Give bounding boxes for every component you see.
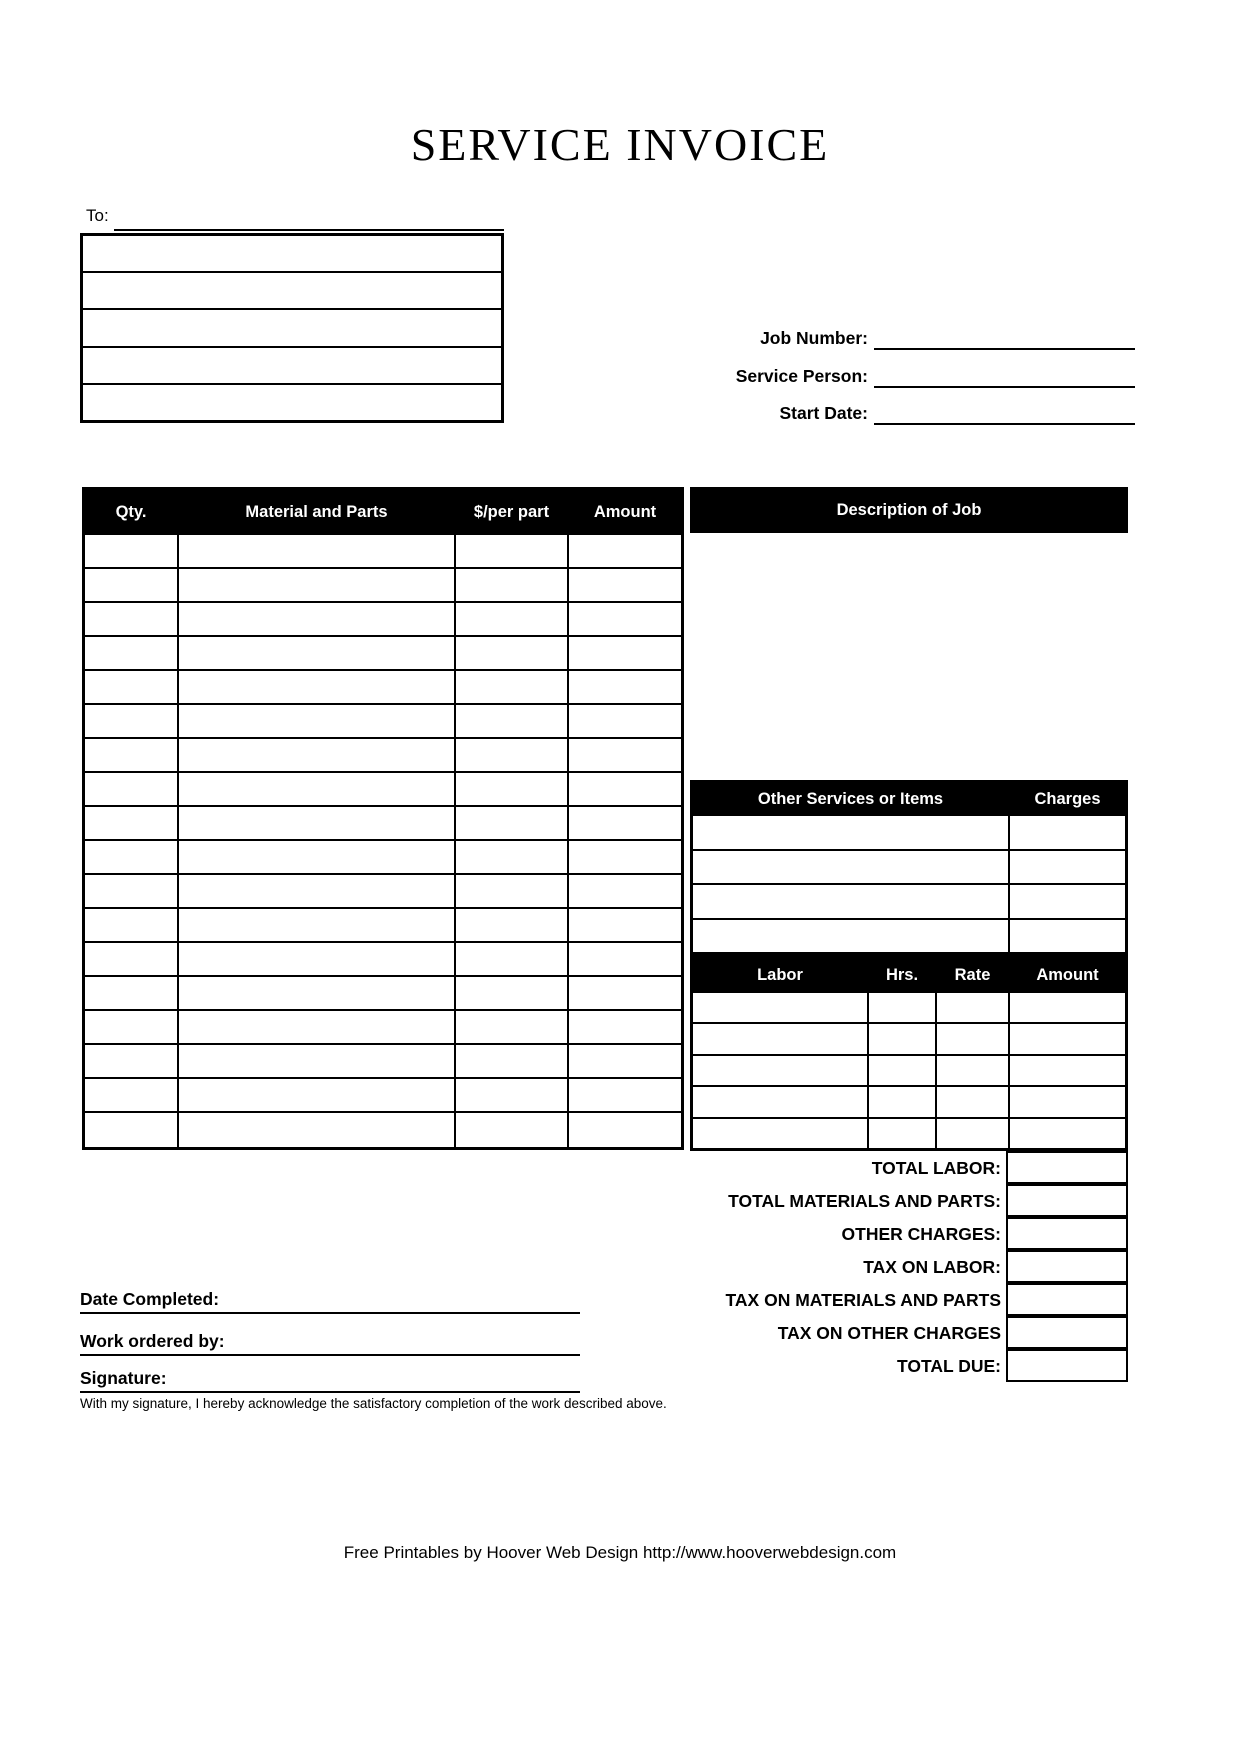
labor-header: Labor xyxy=(693,966,869,985)
tax-on-other-charges-box[interactable] xyxy=(1006,1316,1128,1349)
qty-cell[interactable] xyxy=(85,535,179,567)
labor-amount-cell[interactable] xyxy=(1010,1024,1125,1053)
amount-cell[interactable] xyxy=(569,909,681,941)
tax-on-labor-row xyxy=(600,1251,1128,1284)
materials-row xyxy=(85,977,681,1011)
address-row[interactable] xyxy=(83,385,501,420)
address-row[interactable] xyxy=(83,310,501,347)
material-parts-cell[interactable] xyxy=(179,739,456,771)
per-part-cell[interactable] xyxy=(456,569,569,601)
other-charges-label: OTHER CHARGES: xyxy=(841,1224,1001,1244)
labor-table-header xyxy=(693,958,1125,993)
labor-cell[interactable] xyxy=(693,1119,869,1148)
qty-cell[interactable] xyxy=(85,1045,179,1077)
labor-amount-cell[interactable] xyxy=(1010,993,1125,1022)
date-completed-field[interactable] xyxy=(80,1284,580,1314)
materials-row xyxy=(85,1113,681,1147)
charge-cell[interactable] xyxy=(1010,920,1125,953)
other-service-cell[interactable] xyxy=(693,816,1010,849)
address-box xyxy=(80,233,504,423)
charge-cell[interactable] xyxy=(1010,851,1125,884)
per-part-cell[interactable] xyxy=(456,671,569,703)
address-row[interactable] xyxy=(83,273,501,310)
hrs-header: Hrs. xyxy=(869,966,937,985)
qty-cell[interactable] xyxy=(85,1113,179,1147)
total-materials-row xyxy=(600,1185,1128,1218)
material-parts-cell[interactable] xyxy=(179,875,456,907)
per-part-cell[interactable] xyxy=(456,909,569,941)
amount-cell[interactable] xyxy=(569,773,681,805)
materials-row xyxy=(85,569,681,603)
tax-on-labor-label: TAX ON LABOR: xyxy=(863,1257,1001,1277)
qty-cell[interactable] xyxy=(85,875,179,907)
rate-header: Rate xyxy=(937,966,1010,985)
signature-field[interactable] xyxy=(80,1363,580,1393)
total-labor-box[interactable] xyxy=(1006,1151,1128,1184)
charge-cell[interactable] xyxy=(1010,816,1125,849)
amount-cell[interactable] xyxy=(569,705,681,737)
material-parts-cell[interactable] xyxy=(179,1079,456,1111)
material-parts-cell[interactable] xyxy=(179,773,456,805)
per-part-cell[interactable] xyxy=(456,603,569,635)
other-services-body xyxy=(693,816,1125,952)
materials-row xyxy=(85,671,681,705)
other-services-row xyxy=(693,816,1125,851)
amount-cell[interactable] xyxy=(569,1079,681,1111)
per-part-cell[interactable] xyxy=(456,875,569,907)
per-part-cell[interactable] xyxy=(456,773,569,805)
material-parts-cell[interactable] xyxy=(179,807,456,839)
qty-cell[interactable] xyxy=(85,773,179,805)
total-due-row xyxy=(600,1350,1128,1383)
job-number-input-line[interactable] xyxy=(874,324,1135,350)
total-materials-label: TOTAL MATERIALS AND PARTS: xyxy=(728,1191,1001,1211)
material-parts-cell[interactable] xyxy=(179,535,456,567)
material-parts-cell[interactable] xyxy=(179,909,456,941)
per-part-cell[interactable] xyxy=(456,841,569,873)
page-title: SERVICE INVOICE xyxy=(410,119,830,170)
qty-cell[interactable] xyxy=(85,705,179,737)
hrs-cell[interactable] xyxy=(869,1024,937,1053)
description-of-job-header: Description of Job xyxy=(690,487,1128,533)
tax-on-materials-label: TAX ON MATERIALS AND PARTS xyxy=(725,1290,1001,1310)
charges-header: Charges xyxy=(1034,790,1101,808)
other-services-row xyxy=(693,920,1125,953)
materials-row xyxy=(85,1079,681,1113)
work-ordered-by-field[interactable] xyxy=(80,1326,580,1356)
per-part-cell[interactable] xyxy=(456,977,569,1009)
other-services-row xyxy=(693,885,1125,920)
material-parts-cell[interactable] xyxy=(179,671,456,703)
material-parts-cell[interactable] xyxy=(179,637,456,669)
per-part-cell[interactable] xyxy=(456,1079,569,1111)
qty-cell[interactable] xyxy=(85,977,179,1009)
start-date-input-line[interactable] xyxy=(874,399,1135,425)
to-input-line[interactable] xyxy=(114,203,504,231)
amount-cell[interactable] xyxy=(569,943,681,975)
other-services-header xyxy=(693,783,1125,816)
materials-row xyxy=(85,875,681,909)
labor-amount-cell[interactable] xyxy=(1010,1119,1125,1148)
charge-cell[interactable] xyxy=(1010,885,1125,918)
materials-row xyxy=(85,1011,681,1045)
amount-cell[interactable] xyxy=(569,671,681,703)
tax-on-materials-box[interactable] xyxy=(1006,1283,1128,1316)
per-part-cell[interactable] xyxy=(456,739,569,771)
total-due-label: TOTAL DUE: xyxy=(896,1356,1001,1376)
hrs-cell[interactable] xyxy=(869,993,937,1022)
service-person-input-line[interactable] xyxy=(874,362,1135,388)
qty-cell[interactable] xyxy=(85,739,179,771)
labor-cell[interactable] xyxy=(693,993,869,1022)
amount-cell[interactable] xyxy=(569,637,681,669)
address-row[interactable] xyxy=(83,236,501,273)
materials-table-body xyxy=(85,535,681,1147)
amount-cell[interactable] xyxy=(569,1011,681,1043)
materials-row xyxy=(85,841,681,875)
totals-section xyxy=(600,1152,1128,1383)
labor-cell[interactable] xyxy=(693,1024,869,1053)
hrs-cell[interactable] xyxy=(869,1087,937,1116)
material-parts-cell[interactable] xyxy=(179,1011,456,1043)
qty-cell[interactable] xyxy=(85,671,179,703)
per-part-cell[interactable] xyxy=(456,1011,569,1043)
footer-credit: Free Printables by Hoover Web Design http://www.hooverwebdesign.com xyxy=(343,1543,897,1562)
amount-cell[interactable] xyxy=(569,807,681,839)
rate-cell[interactable] xyxy=(937,1024,1010,1053)
labor-row xyxy=(693,1024,1125,1055)
materials-row xyxy=(85,603,681,637)
job-number-field xyxy=(640,322,1135,350)
qty-cell[interactable] xyxy=(85,943,179,975)
qty-cell[interactable] xyxy=(85,1011,179,1043)
amount-cell[interactable] xyxy=(569,603,681,635)
to-label: To: xyxy=(86,206,109,225)
material-parts-cell[interactable] xyxy=(179,569,456,601)
per-part-cell[interactable] xyxy=(456,943,569,975)
material-parts-cell[interactable] xyxy=(179,1113,456,1147)
material-parts-header: Material and Parts xyxy=(179,503,456,522)
materials-row xyxy=(85,705,681,739)
other-services-items-header: Other Services or Items xyxy=(693,790,1010,809)
materials-row xyxy=(85,535,681,569)
start-date-label: Start Date: xyxy=(779,403,868,423)
materials-row xyxy=(85,773,681,807)
labor-table-body xyxy=(693,993,1125,1148)
hrs-cell[interactable] xyxy=(869,1056,937,1085)
signature-disclaimer: With my signature, I hereby acknowledge the satisfactory completion of the work described above. xyxy=(80,1396,667,1411)
material-parts-cell[interactable] xyxy=(179,603,456,635)
tax-on-labor-box[interactable] xyxy=(1006,1250,1128,1283)
rate-cell[interactable] xyxy=(937,1056,1010,1085)
date-completed-label: Date Completed: xyxy=(80,1289,220,1309)
amount-cell[interactable] xyxy=(569,535,681,567)
qty-header: Qty. xyxy=(85,503,179,522)
rate-cell[interactable] xyxy=(937,993,1010,1022)
labor-table xyxy=(690,955,1128,1151)
qty-cell[interactable] xyxy=(85,807,179,839)
tax-on-other-charges-label: TAX ON OTHER CHARGES xyxy=(777,1323,1001,1343)
address-row[interactable] xyxy=(83,348,501,385)
total-labor-row xyxy=(600,1152,1128,1185)
qty-cell[interactable] xyxy=(85,841,179,873)
labor-amount-header: Amount xyxy=(1036,966,1099,984)
labor-row xyxy=(693,993,1125,1024)
per-part-cell[interactable] xyxy=(456,535,569,567)
materials-row xyxy=(85,739,681,773)
per-part-cell[interactable] xyxy=(456,807,569,839)
per-part-cell[interactable] xyxy=(456,705,569,737)
materials-row xyxy=(85,909,681,943)
total-materials-box[interactable] xyxy=(1006,1184,1128,1217)
materials-row xyxy=(85,943,681,977)
hrs-cell[interactable] xyxy=(869,1119,937,1148)
job-number-label: Job Number: xyxy=(760,328,868,348)
material-parts-cell[interactable] xyxy=(179,977,456,1009)
material-parts-cell[interactable] xyxy=(179,943,456,975)
work-ordered-by-label: Work ordered by: xyxy=(80,1331,225,1351)
description-of-job-area[interactable] xyxy=(690,533,1128,780)
per-part-cell[interactable] xyxy=(456,1045,569,1077)
labor-amount-cell[interactable] xyxy=(1010,1087,1125,1116)
materials-row xyxy=(85,1045,681,1079)
tax-on-materials-row xyxy=(600,1284,1128,1317)
materials-table xyxy=(82,487,684,1150)
materials-row xyxy=(85,637,681,671)
amount-header: Amount xyxy=(593,503,657,521)
labor-row xyxy=(693,1119,1125,1148)
total-labor-label: TOTAL LABOR: xyxy=(871,1158,1001,1178)
amount-cell[interactable] xyxy=(569,739,681,771)
total-due-box[interactable] xyxy=(1006,1349,1128,1382)
qty-cell[interactable] xyxy=(85,637,179,669)
qty-cell[interactable] xyxy=(85,909,179,941)
material-parts-cell[interactable] xyxy=(179,705,456,737)
qty-cell[interactable] xyxy=(85,569,179,601)
materials-row xyxy=(85,807,681,841)
other-services-table xyxy=(690,780,1128,955)
tax-on-other-charges-row xyxy=(600,1317,1128,1350)
start-date-field xyxy=(640,397,1135,425)
other-services-row xyxy=(693,851,1125,886)
amount-cell[interactable] xyxy=(569,1113,681,1147)
per-part-cell[interactable] xyxy=(456,637,569,669)
other-service-cell[interactable] xyxy=(693,885,1010,918)
qty-cell[interactable] xyxy=(85,603,179,635)
other-charges-box[interactable] xyxy=(1006,1217,1128,1250)
service-person-label: Service Person: xyxy=(735,366,868,386)
signature-label: Signature: xyxy=(80,1368,167,1388)
per-part-header: $/per part xyxy=(456,503,569,522)
other-service-cell[interactable] xyxy=(693,920,1010,953)
material-parts-cell[interactable] xyxy=(179,841,456,873)
materials-table-header xyxy=(85,490,681,535)
labor-cell[interactable] xyxy=(693,1056,869,1085)
amount-cell[interactable] xyxy=(569,569,681,601)
other-charges-row xyxy=(600,1218,1128,1251)
amount-cell[interactable] xyxy=(569,841,681,873)
per-part-cell[interactable] xyxy=(456,1113,569,1147)
amount-cell[interactable] xyxy=(569,1045,681,1077)
other-service-cell[interactable] xyxy=(693,851,1010,884)
amount-cell[interactable] xyxy=(569,875,681,907)
labor-cell[interactable] xyxy=(693,1087,869,1116)
material-parts-cell[interactable] xyxy=(179,1045,456,1077)
amount-cell[interactable] xyxy=(569,977,681,1009)
service-person-field xyxy=(640,360,1135,388)
labor-amount-cell[interactable] xyxy=(1010,1056,1125,1085)
rate-cell[interactable] xyxy=(937,1119,1010,1148)
labor-row xyxy=(693,1056,1125,1087)
labor-row xyxy=(693,1087,1125,1118)
rate-cell[interactable] xyxy=(937,1087,1010,1116)
qty-cell[interactable] xyxy=(85,1079,179,1111)
